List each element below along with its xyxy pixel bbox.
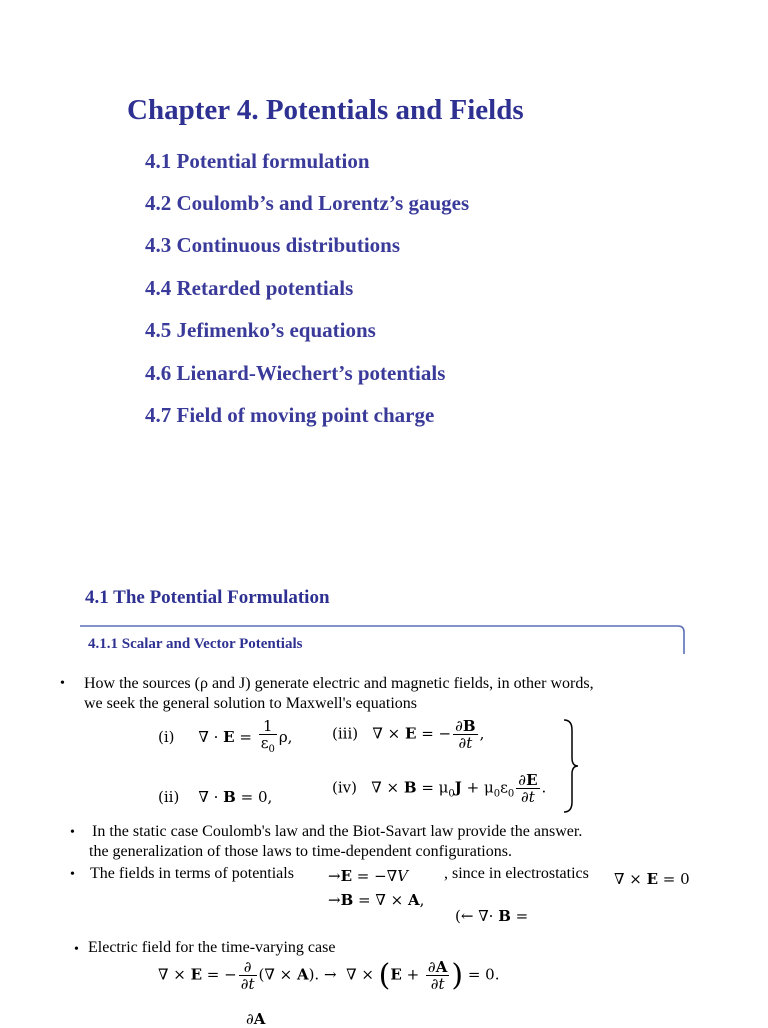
toc-item: 4.7 Field of moving point charge xyxy=(145,403,435,427)
bullet2-line1: In the static case Coulomb's law and the Biot-Savart law provide the answer. xyxy=(92,823,583,840)
toc-item: 4.4 Retarded potentials xyxy=(145,276,354,300)
eq-label: (iv) xyxy=(332,778,357,797)
toc-item: 4.5 Jefimenko’s equations xyxy=(145,318,376,342)
page-title: Chapter 4. Potentials and Fields xyxy=(127,94,524,126)
bullet3-since: , since in electrostatics xyxy=(444,865,589,882)
subsection-rule xyxy=(80,622,690,658)
eq-label: (ii) xyxy=(158,788,180,806)
bullet1-line1: How the sources (ρ and J) generate electric and magnetic fields, in other words, xyxy=(84,675,594,692)
bullet3-text: The fields in terms of potentials xyxy=(90,865,294,882)
bullet-dot: • xyxy=(60,676,65,691)
bullet-dot: • xyxy=(70,867,75,882)
eq-label: (iii) xyxy=(332,724,359,743)
toc-item: 4.1 Potential formulation xyxy=(145,149,370,173)
equation-brace xyxy=(560,718,580,814)
eq-b-curl-a: →B = ∇ × A, xyxy=(328,891,425,909)
bullet4-text: Electric field for the time-varying case xyxy=(88,939,336,956)
eq-faraday-potential: ∇ × E = − $\frac{\partial}{\partial t}$ (∇ × A). → ∇ × (E + $\frac{\partial A}{\partial t}$ ) = 0. xyxy=(158,958,500,993)
eq-e-gradient: →E = −∇V xyxy=(328,867,409,885)
bullet-dot: • xyxy=(70,825,75,840)
section-heading: 4.1 The Potential Formulation xyxy=(85,587,330,608)
eq-iv: (iv) ∇ × $B = \mu_0J + \mu_0\varepsilon_0$ $\frac{\partial E}{\partial t}$ . xyxy=(332,771,547,806)
toc-item: 4.3 Continuous distributions xyxy=(145,233,401,257)
eq-div-b: (← ∇· B = xyxy=(455,907,529,925)
eq-ii: (ii) ∇ · B = 0, xyxy=(158,788,273,806)
eq-partial-a-fragment: ∂A xyxy=(246,1010,266,1028)
toc-item: 4.6 Lienard-Wiechert’s potentials xyxy=(145,361,446,385)
eq-label: (i) xyxy=(158,728,175,746)
bullet1-line2: we seek the general solution to Maxwell's equations xyxy=(84,695,418,712)
eq-iii: (iii) ∇ × E = − $\frac{\partial B}{\partial t}$ , xyxy=(332,717,485,752)
eq-i: (i) ∇ · E = $\frac{1}{\varepsilon_0}$ ρ, xyxy=(158,717,293,755)
subsection-heading: 4.1.1 Scalar and Vector Potentials xyxy=(88,636,303,652)
bullet2-line2: the generalization of those laws to time-dependent configurations. xyxy=(89,843,512,860)
toc-item: 4.2 Coulomb’s and Lorentz’s gauges xyxy=(145,191,470,215)
eq-curl-e-zero: ∇ × E = 0 xyxy=(614,870,690,888)
bullet-dot: • xyxy=(74,942,79,957)
